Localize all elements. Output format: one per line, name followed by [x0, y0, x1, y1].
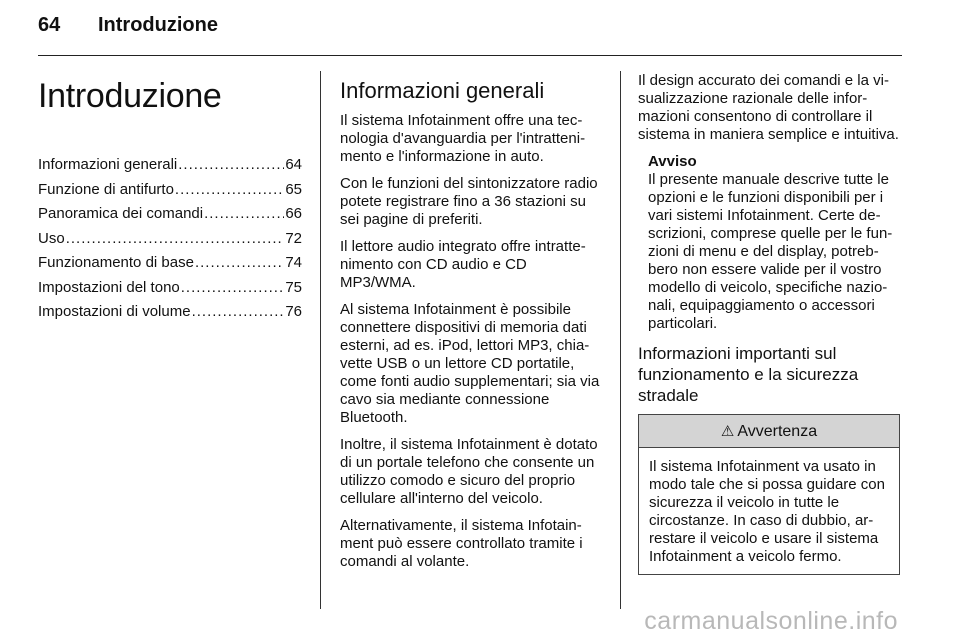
warning-box: [638, 414, 900, 575]
toc-column: [38, 72, 302, 328]
column-divider-2: [620, 71, 621, 609]
warning-triangle-icon: ⚠: [720, 423, 735, 440]
body-paragraph: Alternativamente, il sistema Infotainment può essere controllato tramite i comandi al volante.: [340, 517, 583, 570]
toc-entry-page: 74: [285, 254, 302, 271]
toc-entry-page: 76: [285, 303, 302, 320]
toc-leader-dots: [66, 230, 285, 248]
toc-entry[interactable]: [38, 230, 302, 254]
toc-entry-label: Panoramica dei comandi: [38, 205, 204, 222]
column-divider-1: [320, 71, 321, 609]
toc-entry-page: 64: [285, 156, 302, 173]
toc-entry[interactable]: [38, 254, 302, 278]
toc-leader-dots: [175, 181, 284, 199]
toc-entry-page: 72: [285, 229, 302, 247]
toc-entry-page: 65: [285, 180, 302, 198]
toc-entry-label: Funzione di antifurto: [38, 180, 174, 198]
body-paragraph: Il design accurato dei comandi e la visualizzazione razionale delle informazioni consentono di controllare il sistema in maniera semplice e intuitiva.: [638, 72, 899, 143]
toc-leader-dots: [181, 279, 285, 297]
running-section-title: Introduzione: [98, 14, 218, 36]
toc-entry-label: Informazioni generali: [38, 156, 178, 173]
safety-column: [638, 72, 900, 575]
section-heading-general: Informazioni generali: [340, 78, 545, 103]
toc-leader-dots: [204, 205, 284, 223]
body-paragraph: Con le funzioni del sintonizzatore radio potete registrare fino a 36 stazioni su sei pagine di preferiti.: [340, 175, 598, 228]
warning-header: [639, 415, 899, 448]
toc-entry[interactable]: [38, 181, 302, 205]
toc-entry-label: Funzionamento di base: [38, 254, 194, 271]
note-block: [648, 153, 900, 333]
toc-entry-page: 66: [285, 205, 302, 222]
chapter-title: Introduzione: [38, 77, 222, 115]
toc-entry[interactable]: [38, 303, 302, 327]
page-number: 64: [38, 14, 61, 36]
toc-leader-dots: [178, 156, 284, 174]
note-title: Avviso: [648, 153, 697, 170]
toc-entry-label: Impostazioni del tono: [38, 278, 180, 296]
toc-entry[interactable]: [38, 156, 302, 180]
header-rule: [38, 55, 902, 56]
body-paragraph: Inoltre, il sistema Infotainment è dotato di un portale telefono che consente un utilizzo comodo e sicuro del proprio cellulare all'interno del veicolo.: [340, 436, 598, 507]
toc-list: [38, 156, 302, 327]
section-heading-safety: Informazioni importanti sul funzionamento e la sicurezza stradale: [638, 344, 859, 405]
toc-entry[interactable]: [38, 205, 302, 229]
toc-leader-dots: [192, 303, 285, 321]
toc-entry-label: Impostazioni di volume: [38, 303, 191, 320]
warning-text: Il sistema Infotainment va usato in modo tale che si possa guidare con sicurezza il veicolo in tutte le circostanze. In caso di dubbio, arrestare il veicolo e usare il sistema Infotainment a veicolo fermo.: [649, 458, 885, 565]
body-paragraph: Il sistema Infotainment offre una tecnologia d'avanguardia per l'intrattenimento e l'informazione in auto.: [340, 112, 586, 165]
body-paragraph: Il lettore audio integrato offre intrattenimento con CD audio e CD MP3/WMA.: [340, 238, 586, 291]
toc-leader-dots: [195, 254, 284, 272]
toc-entry-label: Uso: [38, 229, 65, 247]
page-header: [38, 14, 218, 37]
note-text: Il presente manuale descrive tutte le opzioni e le funzioni disponibili per i vari sistemi Infotainment. Certe descrizioni, comprese quelle per le funzioni di menu e del display, potrebbero non essere valide per il vostro modello di veicolo, specifiche nazionali, equipaggiamento o accessori particolari.: [648, 171, 893, 332]
warning-title: Avvertenza: [737, 423, 818, 440]
toc-entry-page: 75: [285, 278, 302, 296]
general-info-column: [340, 72, 602, 580]
toc-entry[interactable]: [38, 279, 302, 303]
site-watermark: carmanualsonline.info: [644, 607, 898, 635]
body-paragraph: Al sistema Infotainment è possibile connettere dispositivi di memoria dati esterni, ad es. iPod, lettori MP3, chiavette USB o un lettore CD portatile, come fonti audio supplementari; sia via cavo sia mediante connessione Bluetooth.: [340, 301, 600, 426]
